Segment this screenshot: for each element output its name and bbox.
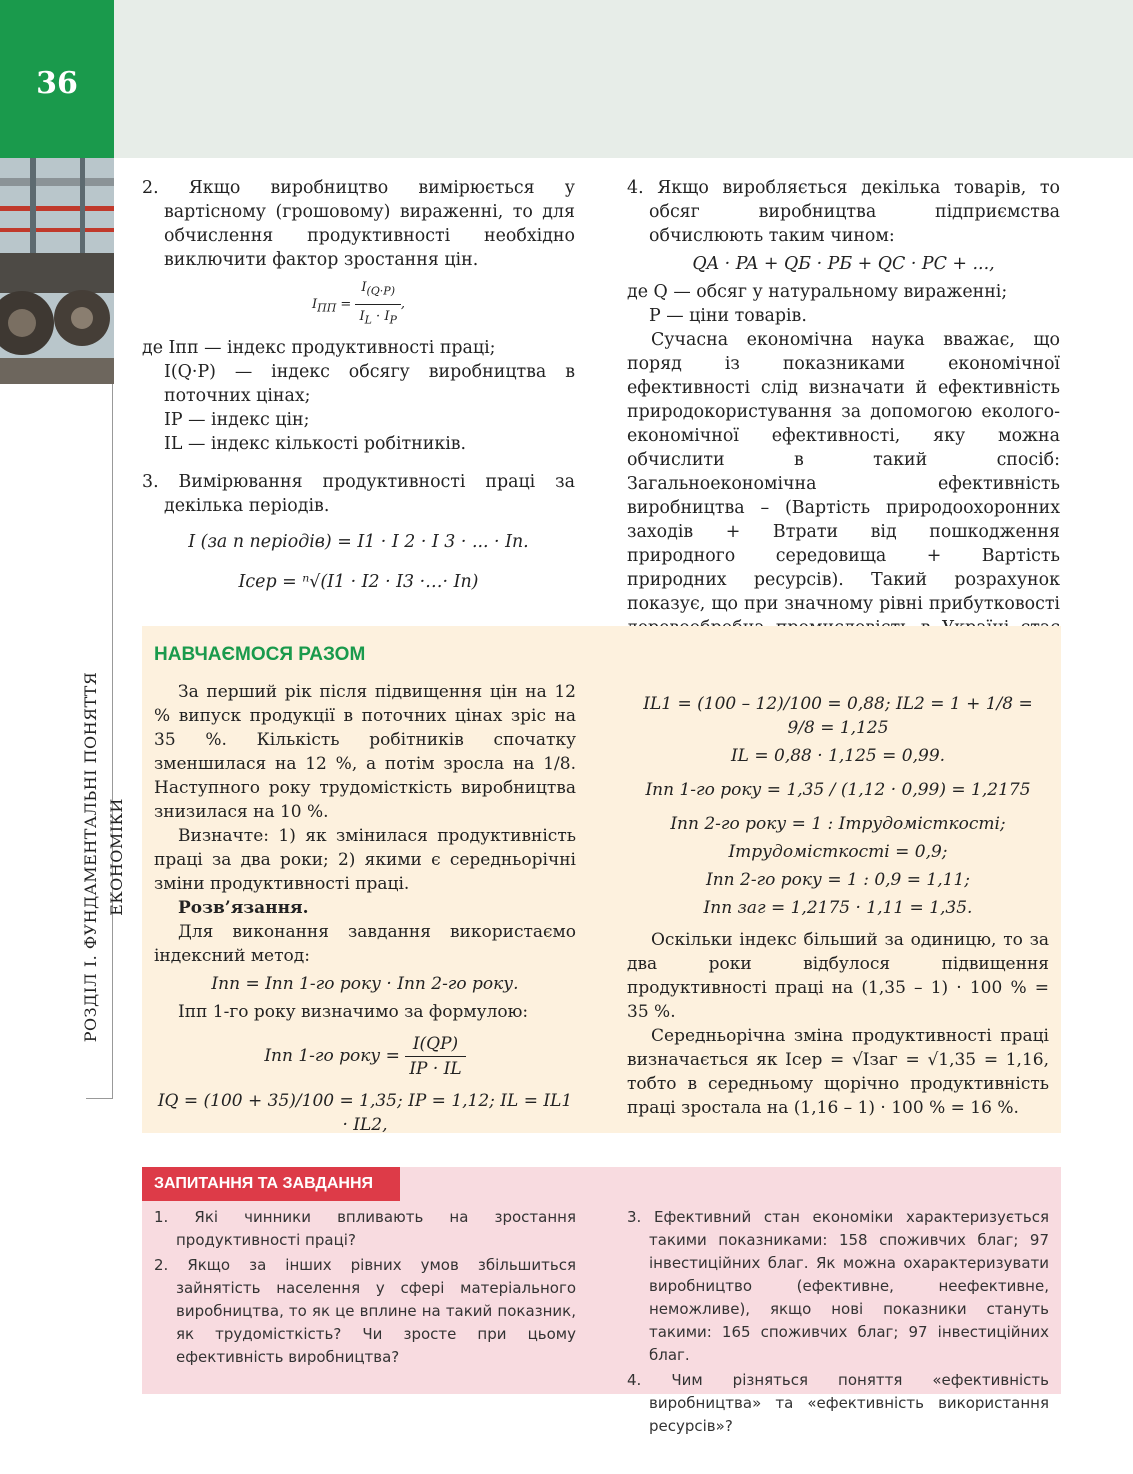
learn-together-title: НАВЧАЄМОСЯ РАЗОМ bbox=[154, 644, 366, 665]
solution-label: Розв’язання. bbox=[178, 898, 309, 918]
page-number: 36 bbox=[36, 66, 78, 101]
formula-output: QA · PA + QБ · PБ + QC · PC + ..., bbox=[692, 254, 995, 274]
learn-left bbox=[154, 680, 576, 1141]
conclusion-1: Оскільки індекс більший за одиницю, то за два роки відбулося підвищення продуктивності праці на (1,35 – 1) · 100 % = 35 %. bbox=[627, 930, 1049, 1022]
def-ip: IP — індекс цін; bbox=[164, 410, 310, 431]
questions-left bbox=[154, 1206, 576, 1371]
header-band bbox=[114, 0, 1133, 158]
def-p: P — ціни товарів. bbox=[649, 306, 807, 326]
question-2: 2. Якщо за інших рівних умов збільшиться зайнятість населення у сфері матеріального виробництва, то як це вплине на такий показник, як трудомісткість? Чи зросте при цьому ефективність виробництва? bbox=[154, 1256, 576, 1366]
formula-iq-calc: IQ = (100 + 35)/100 = 1,35; IP = 1,12; IL = IL1 · IL2, bbox=[157, 1091, 573, 1135]
formula-product: Iпп = Iпп 1-го року · Iпп 2-го року. bbox=[211, 974, 519, 994]
def-il: IL — індекс кількості робітників. bbox=[164, 434, 467, 455]
formula-multi-period: I (за n періодів) = I1 · I 2 · I 3 · ... · In. bbox=[188, 532, 529, 553]
formula-average: Iсер = ⁿ√(I1 · I2 · I3 ·…· In) bbox=[238, 572, 479, 593]
method-text: Для виконання завдання використаємо індексний метод: bbox=[154, 922, 576, 966]
def-q: де Q — обсяг у натуральному вираженні; bbox=[627, 282, 1008, 302]
side-tick bbox=[86, 1098, 113, 1099]
side-photo bbox=[0, 158, 114, 384]
def-ipp: де Iпп — індекс продуктивності праці; bbox=[142, 338, 496, 359]
formula-ipp: $I_{ПП}$ = $\frac{I_{(Q\cdot P)}}{I_L \cdot I_P}$ , bbox=[142, 276, 575, 332]
right-column bbox=[627, 176, 1060, 664]
item-4: 4. Якщо виробляється декілька товарів, то обсяг виробництва підприємства обчислюють таким чином: bbox=[627, 178, 1060, 246]
train-wheels-image bbox=[0, 158, 114, 384]
item-3: 3. Вимірювання продуктивності праці за декілька періодів. bbox=[142, 472, 575, 517]
questions-right bbox=[627, 1206, 1049, 1440]
task-question: Визначте: 1) як змінилася продуктивність праці за два роки; 2) якими є середньорічні зміни продуктивності праці. bbox=[154, 826, 576, 894]
eco-efficiency-paragraph: Сучасна економічна наука вважає, що поряд із показниками економічної ефективності слід визначати й ефективність природокористування за допомогою еколого-економічної ефективності, яку можна обчислити в такий спосіб: Загальноекономічна ефективність виробництва – (Вартість природоохоронних заходів + Втрати від пошкодження природного середовища + Вартість природних ресурсів). Такий розрахунок показує, що при значному рівні прибутковості bbox=[627, 330, 1060, 614]
item-2: 2. Якщо виробництво вимірюється у вартісному (грошовому) вираженні, то для обчислення продуктивності необхідно виключити фактор зростання цін. bbox=[142, 178, 575, 270]
calc-year1: Iпп 1-го року = 1,35 / (1,12 · 0,99) = 1,2175 bbox=[645, 780, 1031, 800]
conclusion-2: Середньорічна зміна продуктивності праці визначається як Iсер = √Iзаг = √1,35 = 1,16, тобто в середньому щорічно продуктивність праці зростала на (1,16 – 1) · 100 % = 16 %. bbox=[627, 1026, 1049, 1118]
formula-year1-def: Iпп 1-го року = $\frac{I(QP)}{IP \cdot IL}$ bbox=[154, 1032, 576, 1081]
calc-il1-il2: IL1 = (100 – 12)/100 = 0,88; IL2 = 1 + 1/8 = 9/8 = 1,125 bbox=[643, 694, 1033, 738]
question-3: 3. Ефективний стан економіки характеризується такими показниками: 158 споживчих благ; 97 інвестиційних благ. Як можна охарактеризувати виробництво (ефективне, неефективне, неможливе), якщо нові показники стануть такими: 165 споживчих благ; 97 інвестиційних благ. bbox=[627, 1208, 1049, 1364]
question-4: 4. Чим різняться поняття «ефективність виробництва» та «ефективність використання ресурсів»? bbox=[627, 1371, 1049, 1435]
page-number-tab bbox=[0, 0, 114, 158]
formula-intro: Iпп 1-го року визначимо за формулою: bbox=[178, 1002, 529, 1022]
section-side-label: РОЗДІЛ І. ФУНДАМЕНТАЛЬНІ ПОНЯТТЯ ЕКОНОМІКИ bbox=[81, 671, 126, 1043]
calc-labor-intensity: Iтрудомісткості = 0,9; bbox=[728, 842, 948, 862]
left-column bbox=[142, 176, 575, 598]
learn-right bbox=[627, 688, 1049, 1120]
task-text: За перший рік після підвищення цін на 12 % випуск продукції в поточних цінах зріс на 35 %. Кількість робітників спочатку зменшилася на 12 %, а потім зросла на 1/8. Наступного року трудомісткість виробництва знизилася на 10 %. bbox=[154, 682, 576, 822]
calc-total: Iпп заг = 1,2175 · 1,11 = 1,35. bbox=[703, 898, 973, 918]
calc-year2-def: Iпп 2-го року = 1 : Iтрудомісткості; bbox=[670, 814, 1006, 834]
calc-il: IL = 0,88 · 1,125 = 0,99. bbox=[730, 746, 946, 766]
calc-year2: Iпп 2-го року = 1 : 0,9 = 1,11; bbox=[705, 870, 970, 890]
def-iqp: I(Q·P) — індекс обсягу виробництва в поточних цінах; bbox=[164, 362, 575, 407]
question-1: 1. Які чинники впливають на зростання продуктивності праці? bbox=[154, 1208, 576, 1249]
questions-title: ЗАПИТАННЯ ТА ЗАВДАННЯ bbox=[142, 1167, 400, 1201]
side-rule bbox=[112, 384, 113, 1099]
